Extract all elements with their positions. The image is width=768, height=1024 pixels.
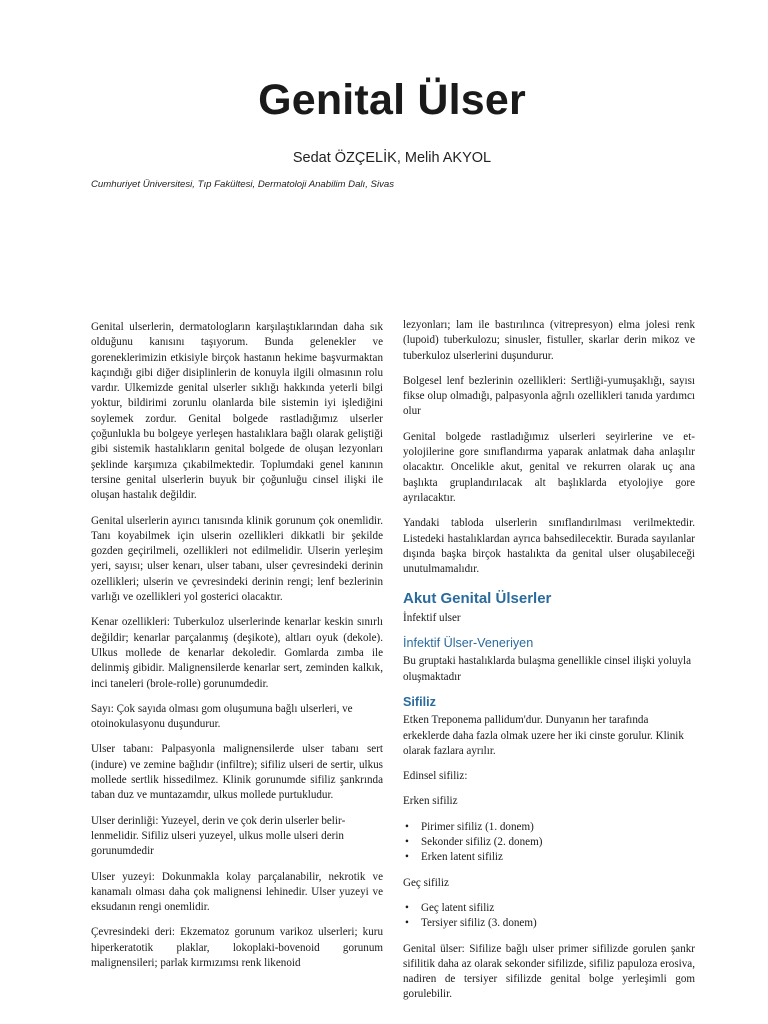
article-title: Genital Ülser: [258, 76, 526, 124]
bullet-icon: •: [405, 901, 409, 914]
label-late-syphilis: Geç sifiliz: [403, 876, 449, 889]
paragraph-count: Sayı: Çok sayıda olması gom oluşumuna bağlı ulserleri, ve otoinokulasyonu duşundurur.: [91, 702, 353, 731]
heading-syphilis: Sifiliz: [403, 694, 436, 709]
bullet-icon: •: [405, 917, 409, 930]
heading-infective-venereal: İnfektif Ülser-Veneriyen: [403, 636, 534, 651]
paragraph-intro: Genital ulserlerin, dermatologların karşılaştıklarından daha sık olduğunu kanısını taşıyorum. Bunda gelenekler ve goreneklerimizin etkisiyle birçok hastanın hekime başvurmaktan kaçındığı gibi diğer disiplinlerin de konuyla ilgili olmasının rolu vardır. Ulkemizde genital ulserler sıklığı hakkında yeterli bilgi yoktur, bildirimi zorunlu olanlarda bile sistemin iyi işlediğini soylemek zordur. Genital bolgede rastladığımız ulserler çoğunlukla bu bolgeye yerleşen hastalıklara bağlı olarak geliştiği gibi sistemik hastalıkların genital bolgede de oluşan lezyonları şeklinde karşımıza çıkabilmektedir. Toplumdaki genel kanının tersine genital ulserlerin buyuk bir çoğunluğu cinsel ilişki ile oluşan hastalık değildir.: [91, 321, 383, 502]
paragraph-ulcer-depth: Ulser derinliği: Yuzeyel, derin ve çok derin ulserler belirlenmelidir. Sifiliz ulseri yuzeyel, ulkus molle ulseri derin gorunumdedir: [91, 814, 346, 858]
paragraph-surrounding-skin: Çevresindeki deri: Ekzematoz gorunum varikoz ulserleri; kuru hiperkeratotik plaklar, lokoplaki-bovenoid gorunum malignensileri; parlak kırmızımsı renk likenoid: [91, 926, 383, 969]
paragraph-lymph-nodes: Bolgesel lenf bezlerinin ozellikleri: Sertliği-yumuşaklığı, sayısı fikse olup olmadığı, palpasyonla ağrılı ozellikleri tanıda yardımcı olur: [403, 374, 695, 418]
label-early-syphilis: Erken sifiliz: [403, 795, 458, 808]
author-list: Sedat ÖZÇELİK, Melih AKYOL: [292, 150, 492, 166]
paragraph-transmission: Bu gruptaki hastalıklarda bulaşma genellikle cinsel ilişki yoluyla oluşmaktadır: [403, 655, 692, 683]
list-item: • Pirimer sifiliz (1. donem): [403, 820, 695, 835]
left-column: [91, 320, 383, 981]
paragraph-genital-ulcer: Genital ülser: Sifilize bağlı ulser primer sifilizde gorulen şankr sifilitik daha az olarak sekonder sifilizde, sifiliz papuloza erosiva, nadiren de tersiyer sifilizde genital bolge yerleşimli gom gorulebilir.: [403, 942, 695, 1001]
paragraph-lesions: lezyonları; lam ile bastırılınca (vitrepresyon) elma jolesi renk (lupoid) tuberkulozu; sinusler, fistuller, skarlar derin mikoz ve tuberkuloz ulserlerini duşundurur.: [403, 319, 695, 362]
list-item: • Tersiyer sifiliz (3. donem): [403, 916, 695, 931]
list-early-syphilis: [403, 820, 695, 866]
list-late-syphilis: [403, 901, 695, 932]
bullet-icon: •: [405, 820, 409, 833]
paragraph-edge-features: Kenar ozellikleri: Tuberkuloz ulserlerinde kenarlar keskin sınırlı değildir; kenarlar parçalanmış (deşikote), altları oyuk (dekole). Ulkus mollede de kenarlar dekoledir. Gomlarda zımba ile delinmiş gibidir. Malignensilerde kenarlar sert, zeminden kalkık, inci taneleri (brole-rolle) gorunumdedir.: [91, 616, 383, 690]
bullet-icon: •: [405, 836, 409, 849]
label-infective-ulcer: İnfektif ulser: [403, 611, 461, 624]
list-item: • Erken latent sifiliz: [403, 850, 695, 865]
paragraph-ulcer-surface: Ulser yuzeyi: Dokunmakla kolay parçalanabilir, nekrotik ve kanamalı olması daha çok malignensi lehinedir. Ulser yuzeyi ve eksudanın rengi onemlidir.: [91, 870, 383, 914]
paragraph-ulcer-base: Ulser tabanı: Palpasyonla malignensilerde ulser tabanı sert (indure) ve zemine bağlıdır (infiltre); sifiliz ulseri de sertir, ulkus mollede sertlik hissedilmez. Klinik gorunumde sifiliz şankrında taban duz ve muntazamdır, ulkus mollede purtukludur.: [91, 743, 383, 802]
paragraph-classification: Genital bolgede rastladığımız ulserleri seyirlerine ve etyolojilerine gore sınıflandırma yaparak anlatmak daha anlaşılır olacaktır. Oncelikle akut, genital ve rekurren olarak uç ana başlıkta gruplandırılacak alt başlıklarda etyolojiye gore ayrılacaktır.: [403, 430, 695, 504]
affiliation: Cumhuriyet Üniversitesi, Tıp Fakültesi, Dermatoloji Anabilim Dalı, Sivas: [91, 179, 395, 190]
paragraph-table-note: Yandaki tabloda ulserlerin sınıflandırılması verilmektedir. Listedeki hastalıklardan ayrıca bahsedilecektir. Burada sayılanlar dışında başka birçok hastalıkta da genital ulser oluşabileceği unutulmamalıdır.: [403, 517, 695, 576]
bullet-icon: •: [405, 851, 409, 864]
heading-acute-genital-ulcers: Akut Genital Ülserler: [403, 590, 552, 608]
list-item: • Sekonder sifiliz (2. donem): [403, 835, 695, 850]
right-column: [403, 318, 695, 1013]
label-acquired-syphilis: Edinsel sifiliz:: [403, 770, 468, 783]
paragraph-clinical-appearance: Genital ulserlerin ayırıcı tanısında klinik gorunum çok onemlidir. Tanı koyabilmek için ulserin ozellikleri dikkatli bir şekilde gozden geçirilmeli, ozellikleri not edilmelidir. Ulserin yerleşim yeri, sayısı; ulser kenarı, ulser tabanı, ulser çevresindeki derinin ozellikleri; ulserin ve çevresindeki derinin rengi; lenf bezlerinin varlığı ve ozellikleri yol gosterici olacaktır.: [91, 514, 383, 604]
paragraph-syphilis-agent: Etken Treponema pallidum'dur. Dunyanın her tarafında erkeklerde daha fazla olmak uzere her iki cinste gorulur. Klinik olarak fazlara ayrılır.: [403, 714, 684, 757]
list-item: • Geç latent sifiliz: [403, 901, 695, 916]
